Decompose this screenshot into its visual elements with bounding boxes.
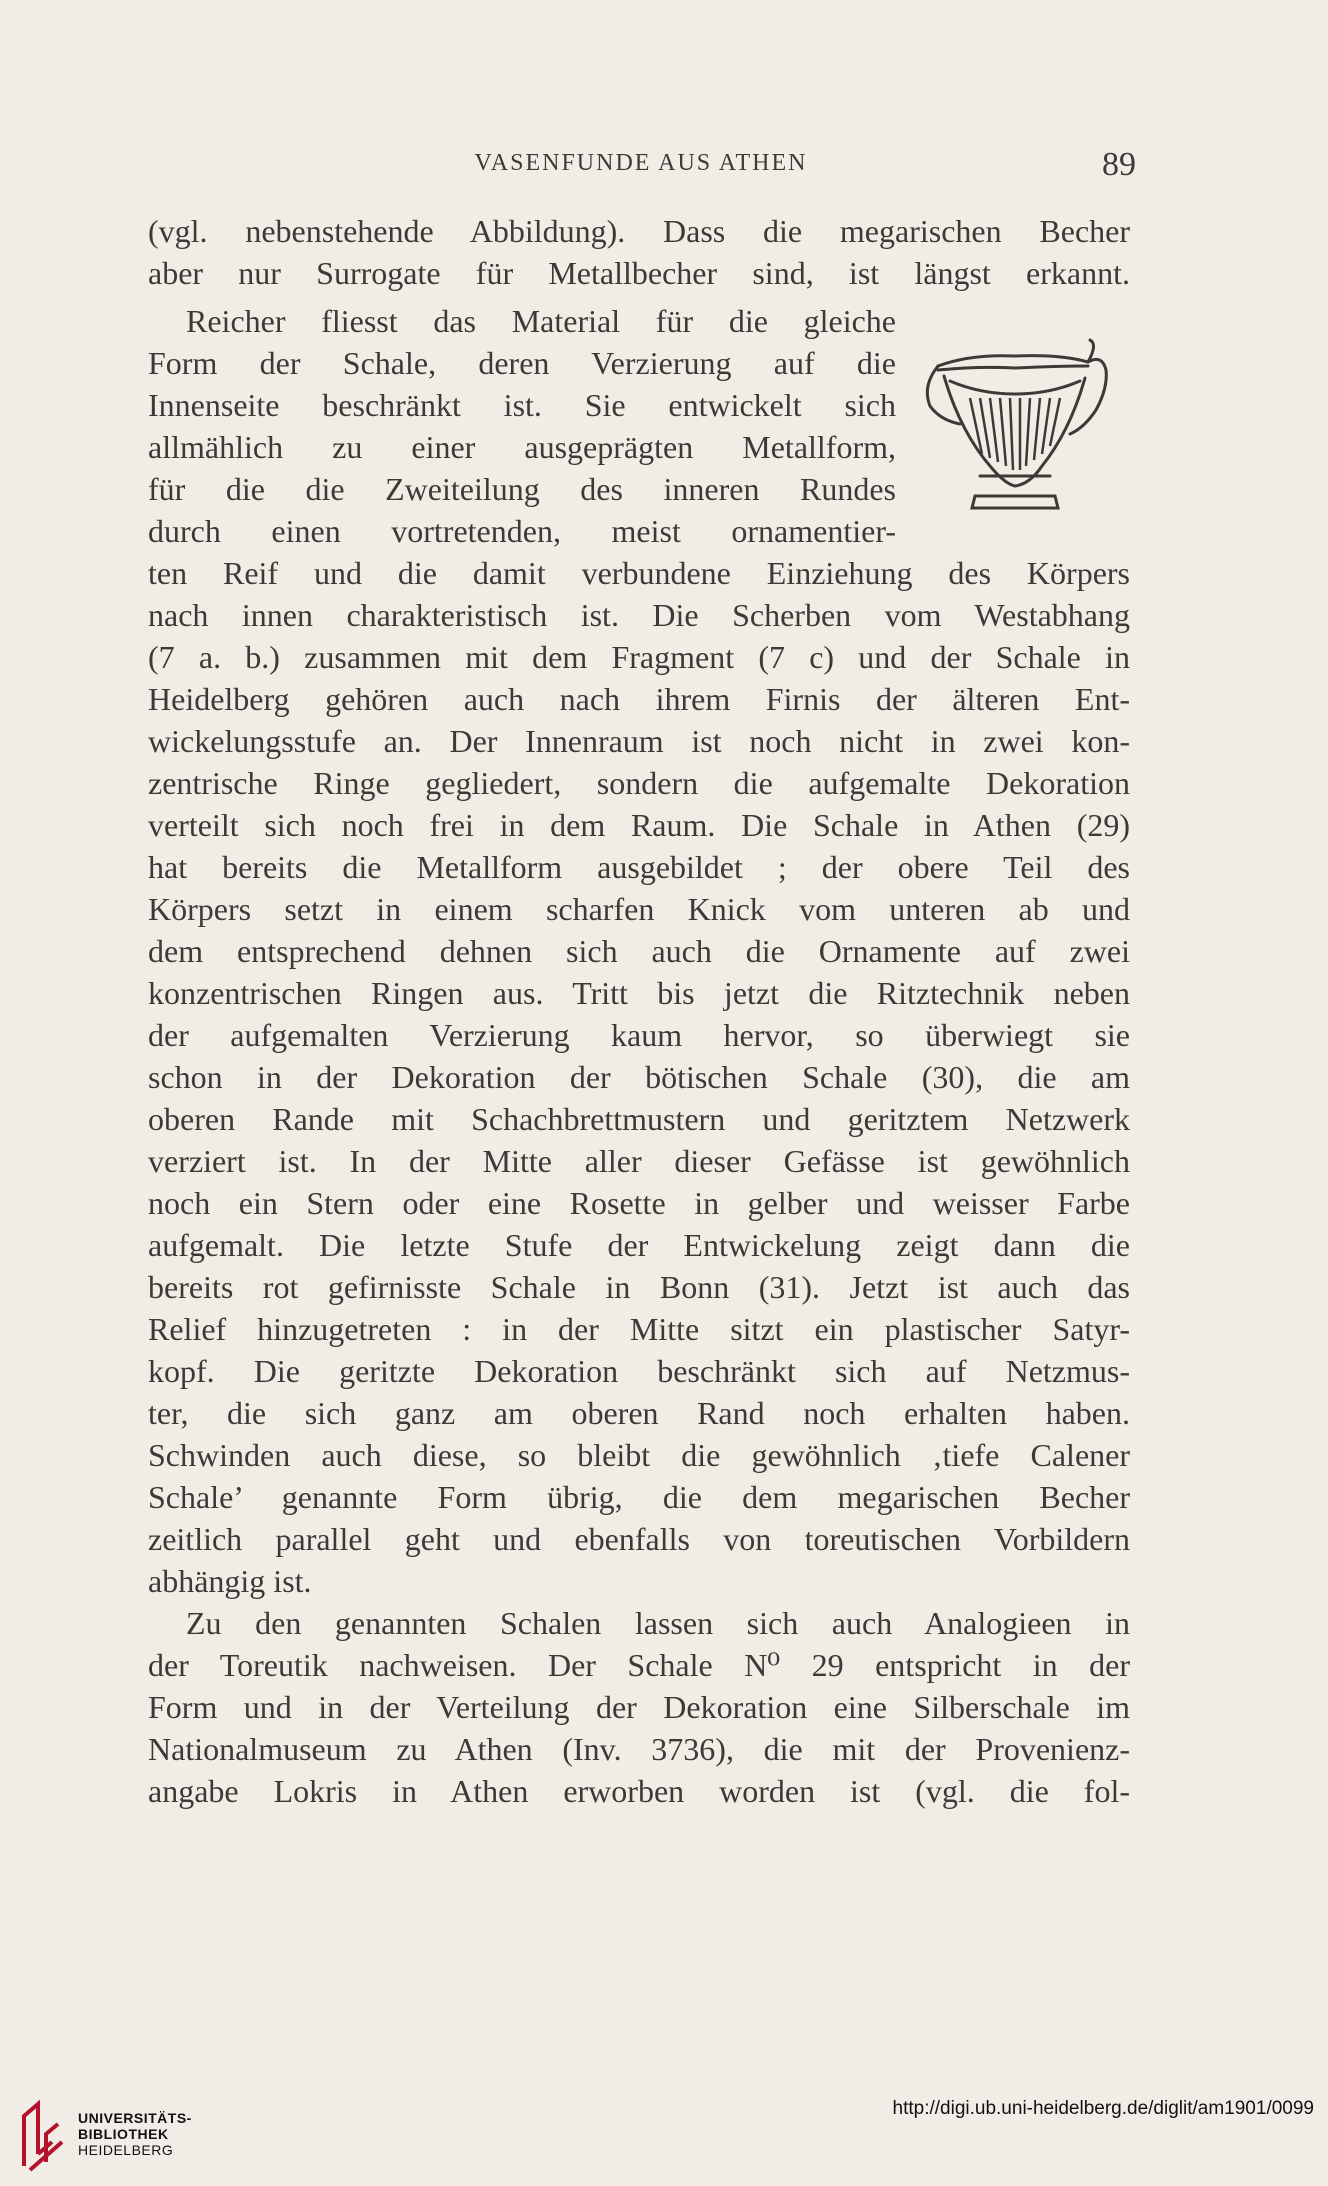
text-line: nach innen charakteristisch ist. Die Scherben vom Westabhang xyxy=(148,597,1130,633)
text-line: durch einen vortretenden, meist ornamentier- xyxy=(148,513,896,549)
text-line: (vgl. nebenstehende Abbildung). Dass die megarischen Becher xyxy=(148,213,1130,249)
text-line: verziert ist. In der Mitte aller dieser Gefässe ist gewöhnlich xyxy=(148,1143,1130,1179)
text-line: konzentrischen Ringen aus. Tritt bis jetzt die Ritztechnik neben xyxy=(148,975,1130,1011)
logo-line: HEIDELBERG xyxy=(78,2142,174,2158)
text-line: wickelungsstufe an. Der Innenraum ist noch nicht in zwei kon- xyxy=(148,723,1130,759)
text-line: hat bereits die Metallform ausgebildet ; der obere Teil des xyxy=(148,849,1130,885)
library-logo-icon xyxy=(16,2096,76,2172)
text-line: Schale’ genannte Form übrig, die dem megarischen Becher xyxy=(148,1479,1130,1515)
text-line: Nationalmuseum zu Athen (Inv. 3736), die mit der Provenienz- xyxy=(148,1731,1130,1767)
text-line: dem entsprechend dehnen sich auch die Ornamente auf zwei xyxy=(148,933,1130,969)
text-line: kopf. Die geritzte Dekoration beschränkt sich auf Netzmus- xyxy=(148,1353,1130,1389)
page-header xyxy=(146,148,1136,188)
text-line: Reicher fliesst das Material für die gleiche xyxy=(186,303,896,339)
text-line: Form der Schale, deren Verzierung auf die xyxy=(148,345,896,381)
source-url-link[interactable]: http://digi.ub.uni-heidelberg.de/diglit/am1901/0099 xyxy=(892,2098,1314,2119)
text-line: abhängig ist. xyxy=(148,1563,312,1599)
text-line: Innenseite beschränkt ist. Sie entwickelt sich xyxy=(148,387,896,423)
vase-illustration-icon xyxy=(920,336,1110,531)
text-line: (7 a. b.) zusammen mit dem Fragment (7 c) und der Schale in xyxy=(148,639,1130,675)
text-line: Relief hinzugetreten : in der Mitte sitzt ein plastischer Satyr- xyxy=(148,1311,1130,1347)
text-line: bereits rot gefirnisste Schale in Bonn (31). Jetzt ist auch das xyxy=(148,1269,1130,1305)
text-line: Schwinden auch diese, so bleibt die gewöhnlich ‚tiefe Calener xyxy=(148,1437,1130,1473)
text-line: Zu den genannten Schalen lassen sich auch Analogieen in xyxy=(186,1605,1130,1641)
text-line: noch ein Stern oder eine Rosette in gelber und weisser Farbe xyxy=(148,1185,1130,1221)
text-line: für die die Zweiteilung des inneren Rundes xyxy=(148,471,896,507)
text-line: der Toreutik nachweisen. Der Schale N⁰ 29 entspricht in der xyxy=(148,1647,1130,1683)
text-line: Heidelberg gehören auch nach ihrem Firnis der älteren Ent- xyxy=(148,681,1130,717)
text-line: ter, die sich ganz am oberen Rand noch erhalten haben. xyxy=(148,1395,1130,1431)
library-logo-text xyxy=(78,2110,192,2158)
text-line: Form und in der Verteilung der Dekoration eine Silberschale im xyxy=(148,1689,1130,1725)
text-line: Körpers setzt in einem scharfen Knick vom unteren ab und xyxy=(148,891,1130,927)
logo-line: BIBLIOTHEK xyxy=(78,2126,169,2142)
library-logo[interactable] xyxy=(16,2096,192,2176)
text-line: verteilt sich noch frei in dem Raum. Die Schale in Athen (29) xyxy=(148,807,1130,843)
text-line: zentrische Ringe gegliedert, sondern die aufgemalte Dekoration xyxy=(148,765,1130,801)
running-title: VASENFUNDE AUS ATHEN xyxy=(474,150,808,176)
text-line: angabe Lokris in Athen erworben worden ist (vgl. die fol- xyxy=(148,1773,1130,1809)
logo-line: UNIVERSITÄTS- xyxy=(78,2110,192,2126)
text-line: oberen Rande mit Schachbrettmustern und geritztem Netzwerk xyxy=(148,1101,1130,1137)
text-line: zeitlich parallel geht und ebenfalls von toreutischen Vorbildern xyxy=(148,1521,1130,1557)
text-line: aufgemalt. Die letzte Stufe der Entwickelung zeigt dann die xyxy=(148,1227,1130,1263)
page-number: 89 xyxy=(1102,146,1136,183)
text-line: schon in der Dekoration der bötischen Schale (30), die am xyxy=(148,1059,1130,1095)
text-line: ten Reif und die damit verbundene Einziehung des Körpers xyxy=(148,555,1130,591)
text-line: der aufgemalten Verzierung kaum hervor, so überwiegt sie xyxy=(148,1017,1130,1053)
text-line: aber nur Surrogate für Metallbecher sind, ist längst erkannt. xyxy=(148,255,1130,291)
text-line: allmählich zu einer ausgeprägten Metallform, xyxy=(148,429,896,465)
